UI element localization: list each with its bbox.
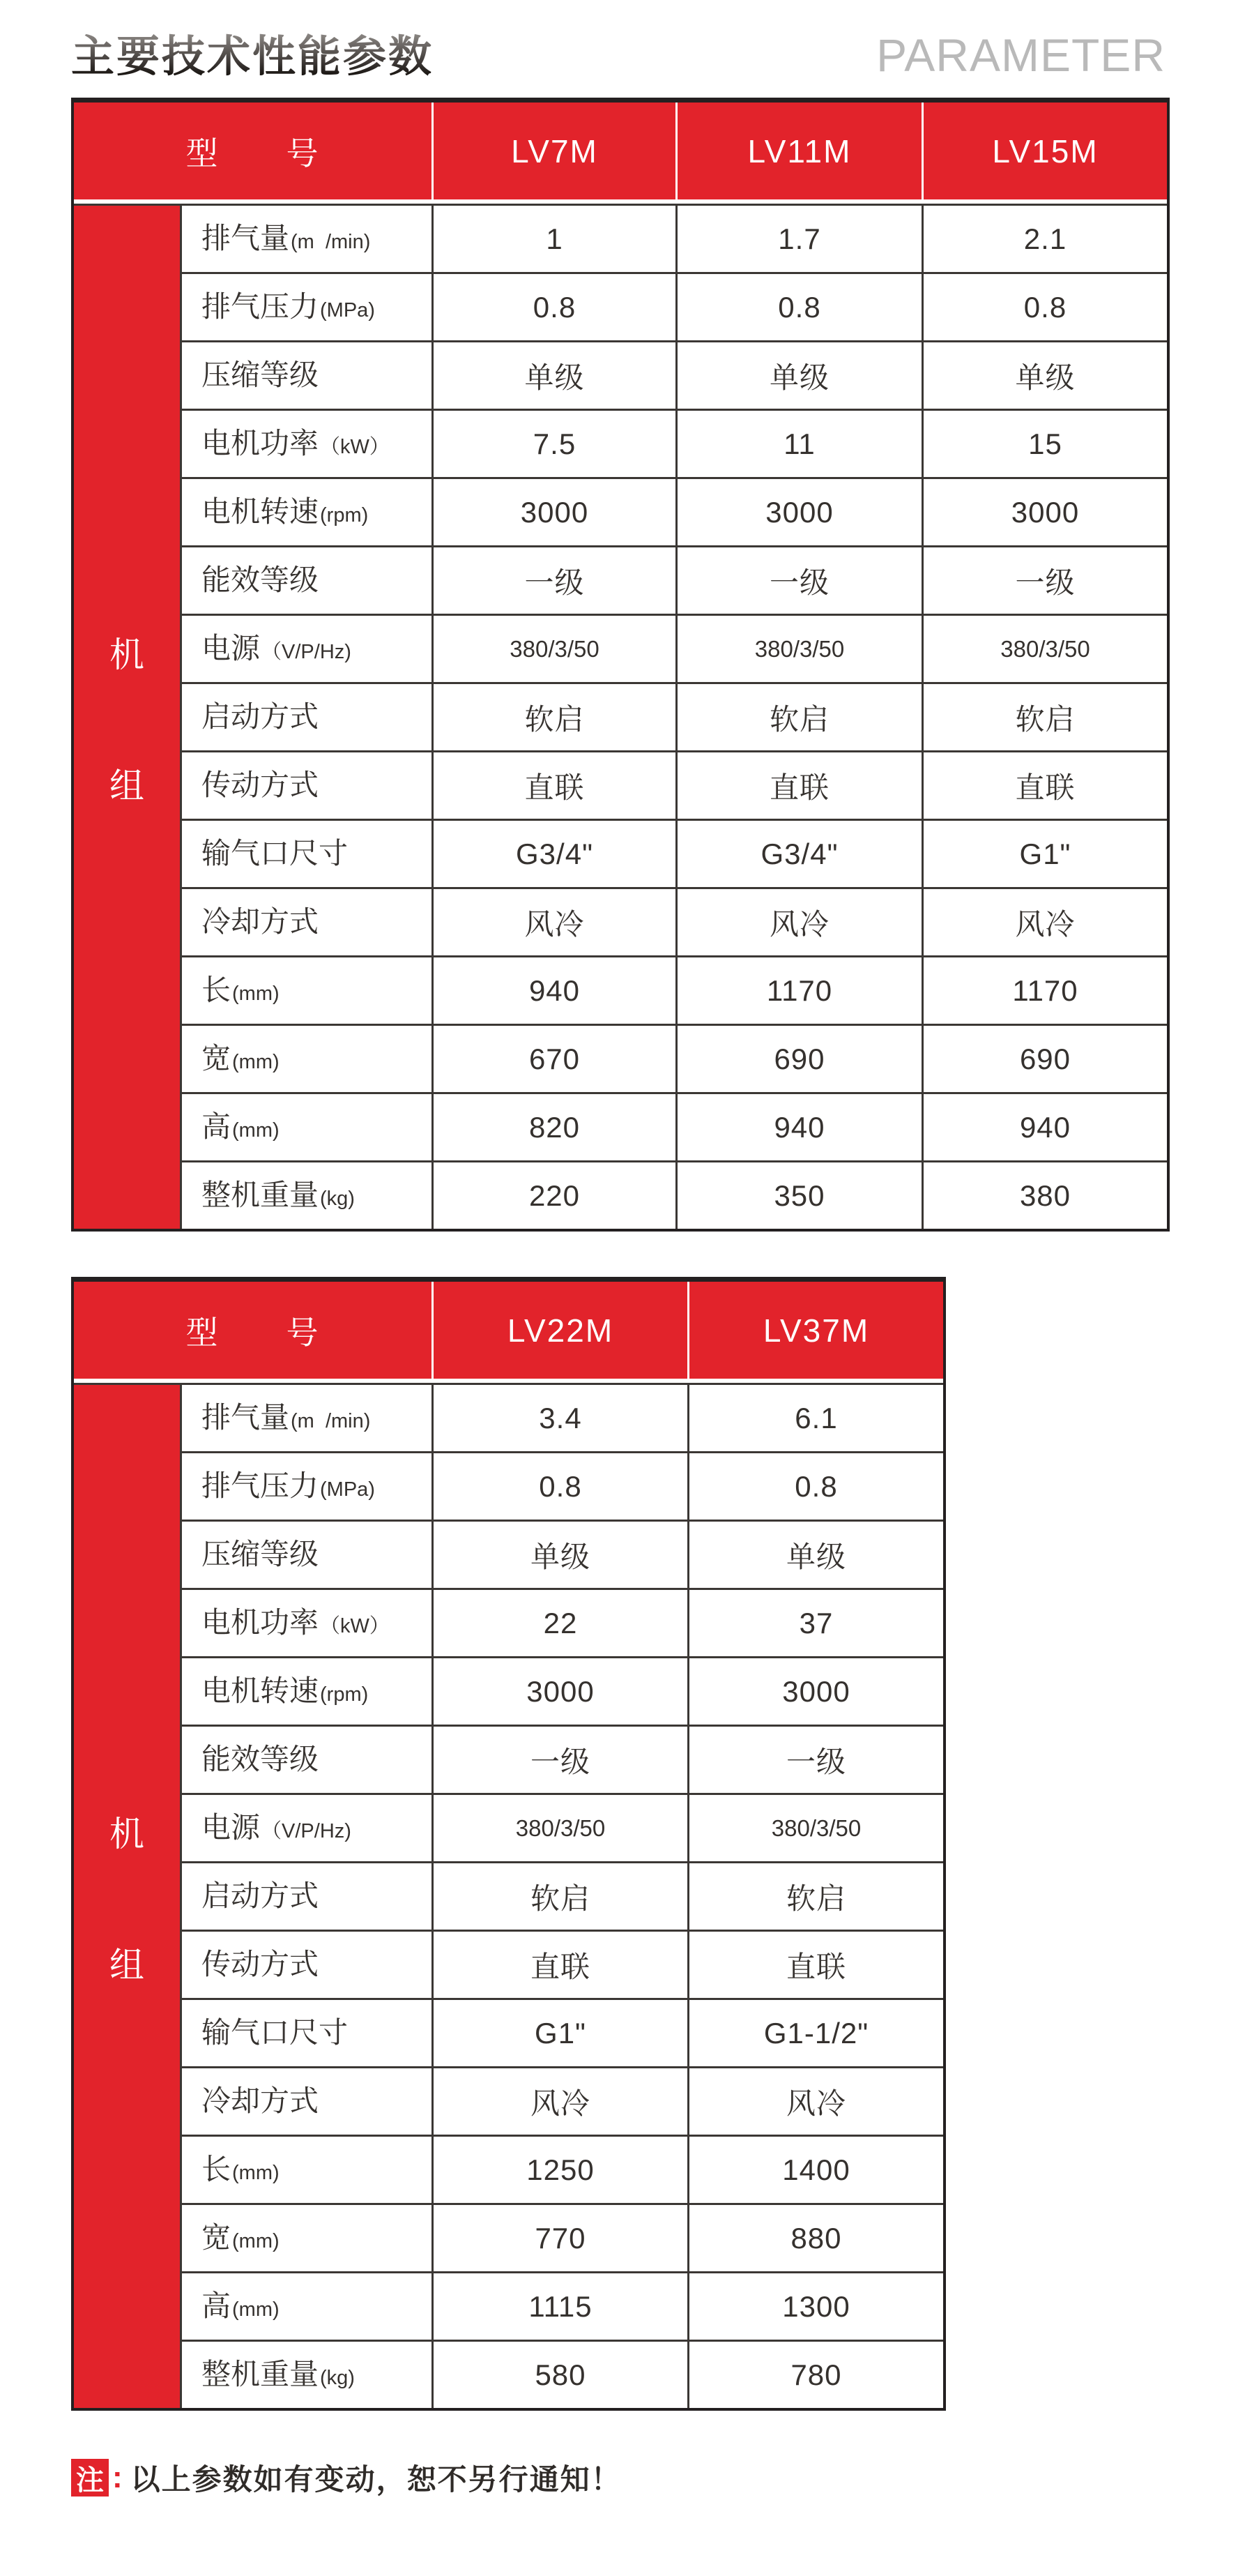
row-label-unit: (MPa)	[320, 299, 375, 322]
value-cell: 1115	[434, 2273, 687, 2340]
model-name-lv7m: LV7M	[434, 103, 675, 199]
row-label: 压缩等级	[182, 1522, 431, 1588]
note	[71, 2457, 1166, 2499]
row-label-unit: (m /min)	[291, 231, 371, 254]
value-cell: 一级	[924, 547, 1167, 614]
value-cell: 单级	[434, 342, 675, 409]
row-label: 电机转速(rpm)	[182, 479, 431, 545]
value-cell: 1250	[434, 2137, 687, 2203]
row-label-unit: (mm)	[232, 983, 280, 1006]
value-cell: 6.1	[689, 1385, 943, 1451]
row-label-unit: （kW）	[320, 436, 390, 459]
value-cell: 直联	[924, 752, 1167, 819]
value-cell: 380/3/50	[924, 616, 1167, 682]
value-cell: 380/3/50	[434, 616, 675, 682]
value-cell: 380	[924, 1162, 1167, 1229]
row-label-unit: （V/P/Hz)	[261, 1820, 351, 1843]
value-cell: 1170	[678, 957, 922, 1024]
value-cell: G3/4"	[434, 821, 675, 887]
row-label-unit: (kg)	[320, 1188, 355, 1211]
value-cell: 软启	[434, 684, 675, 750]
value-cell: 3000	[434, 479, 675, 545]
row-label: 能效等级	[182, 1727, 431, 1793]
value-cell: G3/4"	[678, 821, 922, 887]
side-label-unit-group	[74, 206, 180, 1229]
row-label-unit: (mm)	[232, 1119, 280, 1142]
model-name-lv11m: LV11M	[678, 103, 922, 199]
model-name-lv15m: LV15M	[924, 103, 1167, 199]
row-label-unit: (mm)	[232, 1051, 280, 1074]
row-label: 宽(mm)	[182, 2205, 431, 2271]
row-label: 长(mm)	[182, 2137, 431, 2203]
value-cell: 0.8	[924, 274, 1167, 340]
value-cell: 15	[924, 411, 1167, 477]
value-cell: 风冷	[689, 2068, 943, 2135]
spec-table-2	[71, 1277, 946, 2411]
value-cell: 一级	[434, 547, 675, 614]
model-name-lv37m: LV37M	[689, 1282, 943, 1379]
row-label-unit: (kg)	[320, 2367, 355, 2390]
value-cell: 风冷	[434, 2068, 687, 2135]
row-label: 长(mm)	[182, 957, 431, 1024]
row-label: 排气量(m /min)	[182, 206, 431, 272]
row-label-unit: （kW）	[320, 1615, 390, 1638]
table-1-header	[74, 103, 1167, 199]
value-cell: 11	[678, 411, 922, 477]
row-label: 传动方式	[182, 1932, 431, 1998]
row-label: 电机功率（kW）	[182, 411, 431, 477]
row-label: 电机功率（kW）	[182, 1590, 431, 1656]
table-2-header	[74, 1282, 943, 1379]
table-2-body	[74, 1383, 943, 2408]
spec-table-1	[71, 98, 1170, 1232]
value-cell: 软启	[689, 1863, 943, 1930]
row-label: 电源（V/P/Hz)	[182, 1795, 431, 1861]
row-label: 整机重量(kg)	[182, 2342, 431, 2408]
row-label-unit: (MPa)	[320, 1478, 375, 1501]
value-cell: 3000	[678, 479, 922, 545]
note-colon: :	[112, 2460, 123, 2495]
row-label: 电机转速(rpm)	[182, 1658, 431, 1725]
value-cell: 580	[434, 2342, 687, 2408]
row-label: 排气量(m /min)	[182, 1385, 431, 1451]
value-cell: 1.7	[678, 206, 922, 272]
value-cell: 380/3/50	[434, 1795, 687, 1861]
value-cell: 直联	[434, 1932, 687, 1998]
value-cell: 22	[434, 1590, 687, 1656]
value-cell: G1"	[434, 2000, 687, 2066]
row-label-unit: (rpm)	[320, 1683, 369, 1706]
value-cell: 690	[678, 1026, 922, 1092]
value-cell: 3.4	[434, 1385, 687, 1451]
row-label: 整机重量(kg)	[182, 1162, 431, 1229]
value-cell: 940	[434, 957, 675, 1024]
value-cell: 一级	[689, 1727, 943, 1793]
row-label: 宽(mm)	[182, 1026, 431, 1092]
value-cell: 820	[434, 1094, 675, 1160]
row-label-unit: (mm)	[232, 2162, 280, 2185]
row-label-unit: (m /min)	[291, 1410, 371, 1433]
value-cell: 0.8	[689, 1453, 943, 1520]
page-header	[71, 29, 1166, 81]
row-label-unit: (mm)	[232, 2230, 280, 2253]
side-char: 机	[109, 1814, 144, 1854]
value-cell: 一级	[434, 1727, 687, 1793]
value-cell: 380/3/50	[689, 1795, 943, 1861]
row-label-unit: (mm)	[232, 2298, 280, 2321]
value-cell: 1400	[689, 2137, 943, 2203]
value-cell: 一级	[678, 547, 922, 614]
row-label: 高(mm)	[182, 2273, 431, 2340]
row-label: 传动方式	[182, 752, 431, 819]
value-cell: 350	[678, 1162, 922, 1229]
row-label: 压缩等级	[182, 342, 431, 409]
value-cell: 770	[434, 2205, 687, 2271]
value-cell: G1"	[924, 821, 1167, 887]
value-cell: 220	[434, 1162, 675, 1229]
row-label: 冷却方式	[182, 2068, 431, 2135]
note-text: 以上参数如有变动，恕不另行通知！	[130, 2463, 622, 2497]
value-cell: 单级	[434, 1522, 687, 1588]
value-cell: 直联	[434, 752, 675, 819]
value-cell: 3000	[689, 1658, 943, 1725]
row-label: 排气压力(MPa)	[182, 274, 431, 340]
value-cell: 1170	[924, 957, 1167, 1024]
value-cell: 单级	[689, 1522, 943, 1588]
row-label: 排气压力(MPa)	[182, 1453, 431, 1520]
value-cell: 0.8	[434, 1453, 687, 1520]
value-cell: 风冷	[678, 889, 922, 955]
value-cell: 690	[924, 1026, 1167, 1092]
value-cell: 7.5	[434, 411, 675, 477]
model-header-label: 型 号	[74, 1282, 431, 1379]
value-cell: 380/3/50	[678, 616, 922, 682]
side-label-unit-group	[74, 1385, 180, 2408]
model-header-label: 型 号	[74, 103, 431, 199]
page-subtitle-en: PARAMETER	[876, 29, 1166, 81]
value-cell: 直联	[689, 1932, 943, 1998]
row-label: 高(mm)	[182, 1094, 431, 1160]
value-cell: 1	[434, 206, 675, 272]
side-char: 组	[109, 1945, 144, 1985]
value-cell: 1300	[689, 2273, 943, 2340]
table-1-body	[74, 204, 1167, 1229]
value-cell: 670	[434, 1026, 675, 1092]
row-label: 电源（V/P/Hz)	[182, 616, 431, 682]
value-cell: 37	[689, 1590, 943, 1656]
model-name-lv22m: LV22M	[434, 1282, 687, 1379]
side-char: 机	[109, 635, 144, 674]
row-label: 能效等级	[182, 547, 431, 614]
row-label-unit: （V/P/Hz)	[261, 641, 351, 664]
note-badge: 注	[71, 2459, 109, 2497]
value-cell: 940	[924, 1094, 1167, 1160]
value-cell: 单级	[678, 342, 922, 409]
value-cell: 0.8	[678, 274, 922, 340]
value-cell: 3000	[924, 479, 1167, 545]
value-cell: 软启	[678, 684, 922, 750]
value-cell: 0.8	[434, 274, 675, 340]
row-label: 启动方式	[182, 1863, 431, 1930]
value-cell: 880	[689, 2205, 943, 2271]
row-label: 输气口尺寸	[182, 821, 431, 887]
value-cell: 风冷	[434, 889, 675, 955]
value-cell: 软启	[434, 1863, 687, 1930]
value-cell: 风冷	[924, 889, 1167, 955]
value-cell: 3000	[434, 1658, 687, 1725]
page-title: 主要技术性能参数	[71, 33, 434, 81]
value-cell: 780	[689, 2342, 943, 2408]
row-label: 启动方式	[182, 684, 431, 750]
value-cell: 单级	[924, 342, 1167, 409]
row-label: 冷却方式	[182, 889, 431, 955]
row-label: 输气口尺寸	[182, 2000, 431, 2066]
value-cell: 直联	[678, 752, 922, 819]
row-label-unit: (rpm)	[320, 504, 369, 527]
value-cell: 940	[678, 1094, 922, 1160]
side-char: 组	[109, 766, 144, 805]
value-cell: G1-1/2"	[689, 2000, 943, 2066]
value-cell: 软启	[924, 684, 1167, 750]
value-cell: 2.1	[924, 206, 1167, 272]
